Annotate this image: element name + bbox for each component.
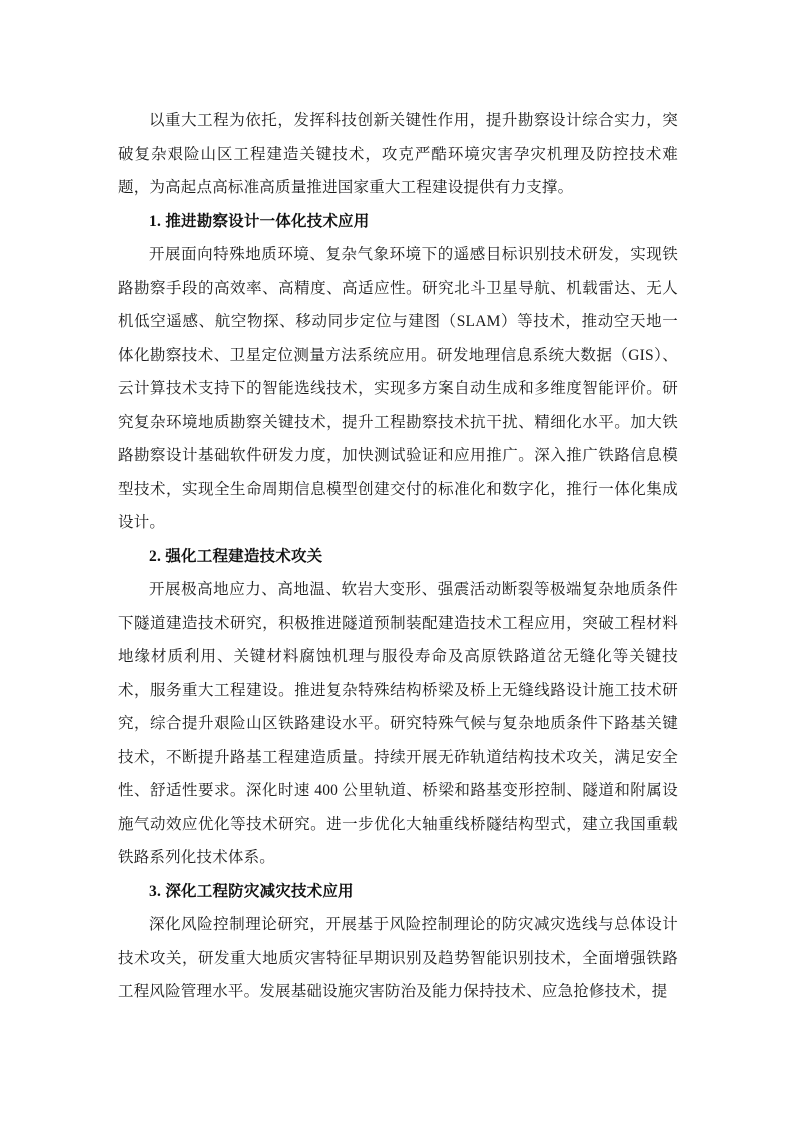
section-1-title: 推进勘察设计一体化技术应用 — [165, 212, 370, 230]
section-2-heading — [118, 540, 678, 574]
section-3-title: 深化工程防灾减灾技术应用 — [165, 882, 354, 900]
section-2-paragraph: 开展极高地应力、高地温、软岩大变形、强震活动断裂等极端复杂地质条件下隧道建造技术研究，积极推进隧道预制装配建造技术工程应用，突破工程材料地缘材质利用、关键材料腐蚀机理与服役寿命及高原铁路道岔无缝化等关键技术，服务重大工程建设。推进复杂特殊结构桥梁及桥上无缝线路设计施工技术研究，综合提升艰险山区铁路建设水平。研究特殊气候与复杂地质条件下路基关键技术，不断提升路基工程建造质量。持续开展无砟轨道结构技术攻关，满足安全性、舒适性要求。深化时速 400 公里轨道、桥梁和路基变形控制、隧道和附属设施气动效应优化等技术研究。进一步优化大轴重线桥隧结构型式，建立我国重载铁路系列化技术体系。 — [118, 581, 678, 866]
section-3-paragraph: 深化风险控制理论研究，开展基于风险控制理论的防灾减灾选线与总体设计技术攻关，研发重大地质灾害特征早期识别及趋势智能识别技术，全面增强铁路工程风险管理水平。发展基础设施灾害防治及能力保持技术、应急抢修技术，提 — [118, 916, 678, 1000]
section-2-title: 强化工程建造技术攻关 — [165, 547, 323, 565]
section-2-number: 2. — [149, 547, 162, 565]
document-content — [118, 104, 678, 1009]
intro-paragraph: 以重大工程为依托，发挥科技创新关键性作用，提升勘察设计综合实力，突破复杂艰险山区工程建造关键技术，攻克严酷环境灾害孕灾机理及防控技术难题，为高起点高标准高质量推进国家重大工程建设提供有力支撑。 — [118, 112, 678, 196]
section-1-paragraph: 开展面向特殊地质环境、复杂气象环境下的遥感目标识别技术研发，实现铁路勘察手段的高效率、高精度、高适应性。研究北斗卫星导航、机载雷达、无人机低空遥感、航空物探、移动同步定位与建图（SLAM）等技术，推动空天地一体化勘察技术、卫星定位测量方法系统应用。研发地理信息系统大数据（GIS）、云计算技术支持下的智能选线技术，实现多方案自动生成和多维度智能评价。研究复杂环境地质勘察关键技术，提升工程勘察技术抗干扰、精细化水平。加大铁路勘察设计基础软件研发力度，加快测试验证和应用推广。深入推广铁路信息模型技术，实现全生命周期信息模型创建交付的标准化和数字化，推行一体化集成设计。 — [118, 246, 678, 531]
section-3-number: 3. — [149, 882, 162, 900]
section-3-heading — [118, 875, 678, 909]
section-1-heading — [118, 205, 678, 239]
section-1-number: 1. — [149, 212, 162, 230]
